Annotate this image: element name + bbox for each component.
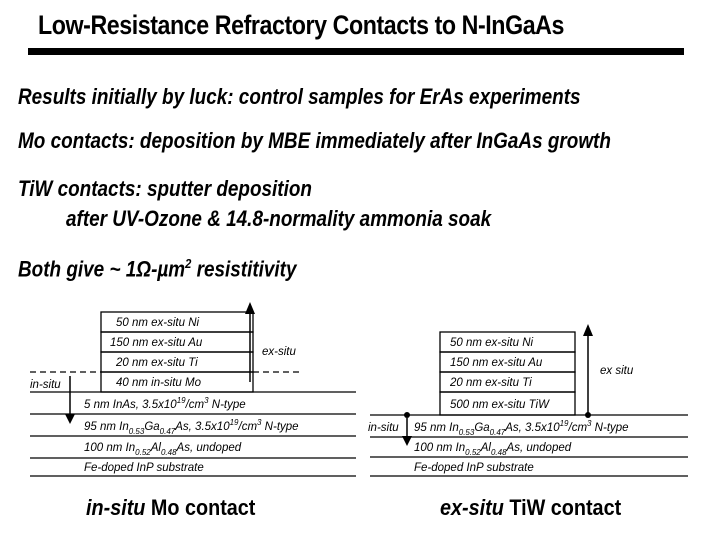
omega-symbol: Ω bbox=[136, 256, 152, 282]
left-diagram bbox=[30, 302, 356, 476]
right-layer-ti: 20 nm ex-situ Ti bbox=[450, 377, 532, 389]
mu-symbol: µ bbox=[157, 256, 169, 282]
left-exsitu-label: ex-situ bbox=[262, 346, 296, 358]
right-layer-ni: 50 nm ex-situ Ni bbox=[450, 337, 534, 349]
bullet-resistivity: Both give ~ 1Ω-µm$^2$ resistitivity bbox=[18, 256, 297, 282]
left-layer-au: 150 nm ex-situ Au bbox=[110, 337, 203, 349]
left-layer-inp: Fe-doped InP substrate bbox=[84, 462, 204, 474]
left-layer-ti: 20 nm ex-situ Ti bbox=[116, 357, 198, 369]
bullet-tiw-contacts: TiW contacts: sputter deposition bbox=[18, 176, 312, 201]
right-insitu-label: in-situ bbox=[368, 422, 399, 434]
right-layer-ingaas: 95 nm $In_{0.53}Ga_{0.47}As$, $3.5x10^{19}/cm^3$ N-type bbox=[414, 419, 629, 437]
left-layer-inalas: 100 nm $In_{0.52}Al_{0.48}As$, undoped bbox=[84, 442, 242, 457]
left-exsitu-arrow-icon bbox=[245, 302, 255, 314]
right-layer-inp: Fe-doped InP substrate bbox=[414, 462, 534, 474]
right-exsitu-label: ex situ bbox=[600, 365, 634, 377]
left-layer-mo: 40 nm in-situ Mo bbox=[116, 377, 202, 389]
bullet-luck: Results initially by luck: control samples for ErAs experiments bbox=[18, 84, 581, 109]
left-layer-inas: 5 nm InAs, $3.5x10^{19}/cm^3$ N-type bbox=[84, 396, 246, 411]
slide-title: Low-Resistance Refractory Contacts to N-InGaAs bbox=[38, 10, 565, 40]
right-diagram bbox=[368, 324, 688, 476]
right-layer-inalas: 100 nm $In_{0.52}Al_{0.48}As$, undoped bbox=[414, 442, 572, 457]
bullet-mo-contacts: Mo contacts: deposition by MBE immediately after InGaAs growth bbox=[18, 128, 611, 153]
left-insitu-label: in-situ bbox=[30, 379, 61, 391]
caption-ex-situ-tiw: ex-situ TiW contact bbox=[440, 495, 622, 520]
right-exsitu-arrow-icon bbox=[583, 324, 593, 336]
left-layer-ingaas: 95 nm $In_{0.53}Ga_{0.47}As$, $3.5x10^{19}/cm^3$ N-type bbox=[84, 418, 299, 436]
right-insitu-arrow-icon bbox=[402, 436, 412, 446]
bullet-tiw-detail: after UV-Ozone & 14.8-normality ammonia soak bbox=[66, 206, 492, 231]
right-layer-au: 150 nm ex-situ Au bbox=[450, 357, 543, 369]
left-layer-ni: 50 nm ex-situ Ni bbox=[116, 317, 200, 329]
right-interface-dot bbox=[404, 412, 410, 418]
left-insitu-arrow-icon bbox=[65, 414, 75, 424]
right-layer-tiw: 500 nm ex-situ TiW bbox=[450, 399, 549, 411]
caption-in-situ-mo: in-situ Mo contact bbox=[86, 495, 256, 520]
right-exsitu-dot bbox=[585, 412, 591, 418]
